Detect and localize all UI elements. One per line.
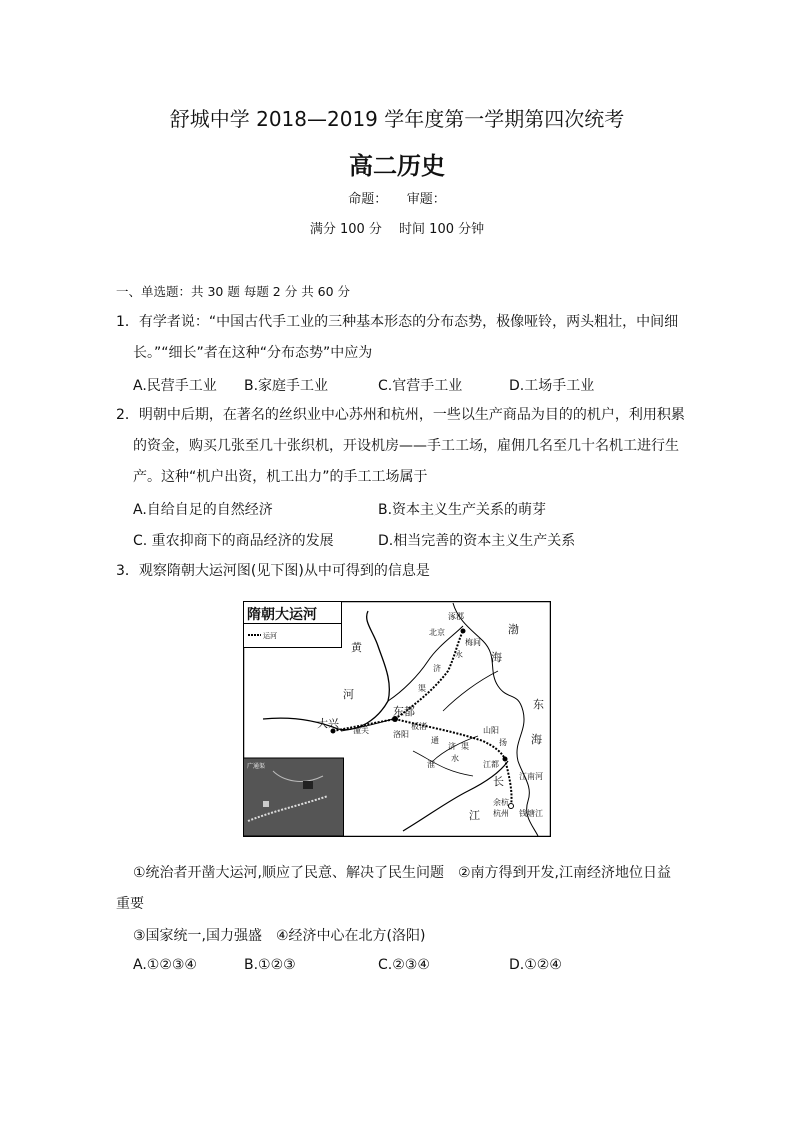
question-line: 1．有学者说：“中国古代手工业的三种基本形态的分布态势，极像哑铃，两头粗壮，中间细 <box>116 314 679 330</box>
place-label: 梅间 <box>465 638 481 647</box>
option-d[interactable]: D.工场手工业 <box>509 378 595 394</box>
option-a[interactable]: A.①②③④ <box>133 957 197 973</box>
place-label: 渤 <box>508 623 519 636</box>
place-label: 潼关 <box>353 726 369 735</box>
exam-meta: 命题： 审题： <box>348 192 446 207</box>
question-line: 长。”“细长”者在这种“分布态势”中应为 <box>133 345 373 361</box>
question-line: 2．明朝中后期，在著名的丝织业中心苏州和杭州，一些以生产商品为目的的机户，利用积累 <box>116 407 685 423</box>
grand-canal-map <box>243 601 551 837</box>
place-label: 钱塘江 <box>519 809 543 818</box>
option-b[interactable]: B.资本主义生产关系的萌芽 <box>378 502 547 518</box>
place-label: 大兴 <box>317 717 339 730</box>
place-label: 山阳 <box>483 726 499 735</box>
option-c[interactable]: C.官营手工业 <box>378 378 463 394</box>
place-label: 海 <box>531 733 542 746</box>
question-line: 产。这种“机户出资，机工出力”的手工工场属于 <box>133 469 428 485</box>
place-label: 余杭 <box>493 798 509 807</box>
subject-title: 高二历史 <box>349 151 445 180</box>
place-label: 杭州 <box>493 809 509 818</box>
place-label: 海 <box>491 651 502 664</box>
place-label: 涿郡 <box>448 612 464 621</box>
exam-score-time: 满分 100 分 时间 100 分钟 <box>309 222 485 237</box>
place-label: 江 <box>469 809 480 822</box>
place-label: 长 <box>493 775 504 788</box>
statement-line: ①统治者开凿大运河,顺应了民意、解决了民生问题 ②南方得到开发,江南经济地位日益 <box>133 865 671 881</box>
place-label: 江南河 <box>519 772 543 781</box>
place-label: 河 <box>343 688 354 701</box>
option-c[interactable]: C. 重农抑商下的商品经济的发展 <box>133 533 334 549</box>
statement-line: 重要 <box>116 896 144 912</box>
option-b[interactable]: B.家庭手工业 <box>244 378 329 394</box>
place-label: 水 <box>451 754 459 763</box>
option-b[interactable]: B.①②③ <box>244 957 296 973</box>
question-line: 的资金，购买几张至几十张织机，开设机房——手工工场，雇佣几名至几十名机工进行生 <box>133 438 679 454</box>
place-label: 东 <box>533 698 544 711</box>
place-label: 黄 <box>351 641 362 654</box>
option-a[interactable]: A.民营手工业 <box>133 378 217 394</box>
section-heading: 一、单选题：共 30 题 每题 2 分 共 60 分 <box>116 284 351 299</box>
place-label: 东都 <box>393 705 415 718</box>
map-title: 隋朝大运河 <box>247 607 317 623</box>
inset-label: 广通渠 <box>247 763 266 770</box>
map-legend-label: 运河 <box>263 632 277 640</box>
place-label: 江都 <box>483 760 499 769</box>
place-label: 通 <box>431 736 439 745</box>
option-c[interactable]: C.②③④ <box>378 957 430 973</box>
place-label: 北京 <box>429 628 445 637</box>
place-label: 济 <box>448 742 456 751</box>
option-d[interactable]: D.相当完善的资本主义生产关系 <box>378 533 576 549</box>
exam-title: 舒城中学 2018—2019 学年度第一学期第四次统考 <box>169 107 625 131</box>
place-label: 淮 <box>427 760 435 769</box>
place-label: 板渚 <box>411 722 427 731</box>
statement-line: ③国家统一,国力强盛 ④经济中心在北方(洛阳) <box>133 928 426 944</box>
option-d[interactable]: D.①②④ <box>509 957 562 973</box>
place-label: 扬 <box>499 738 507 747</box>
place-label: 渠 <box>461 742 469 751</box>
place-label: 渠 <box>418 684 426 693</box>
place-label: 永 <box>455 650 463 659</box>
option-a[interactable]: A.自给自足的自然经济 <box>133 502 273 518</box>
question-line: 3．观察隋朝大运河图(见下图)从中可得到的信息是 <box>116 563 430 579</box>
place-label: 济 <box>433 664 441 673</box>
place-label: 洛阳 <box>393 730 409 739</box>
